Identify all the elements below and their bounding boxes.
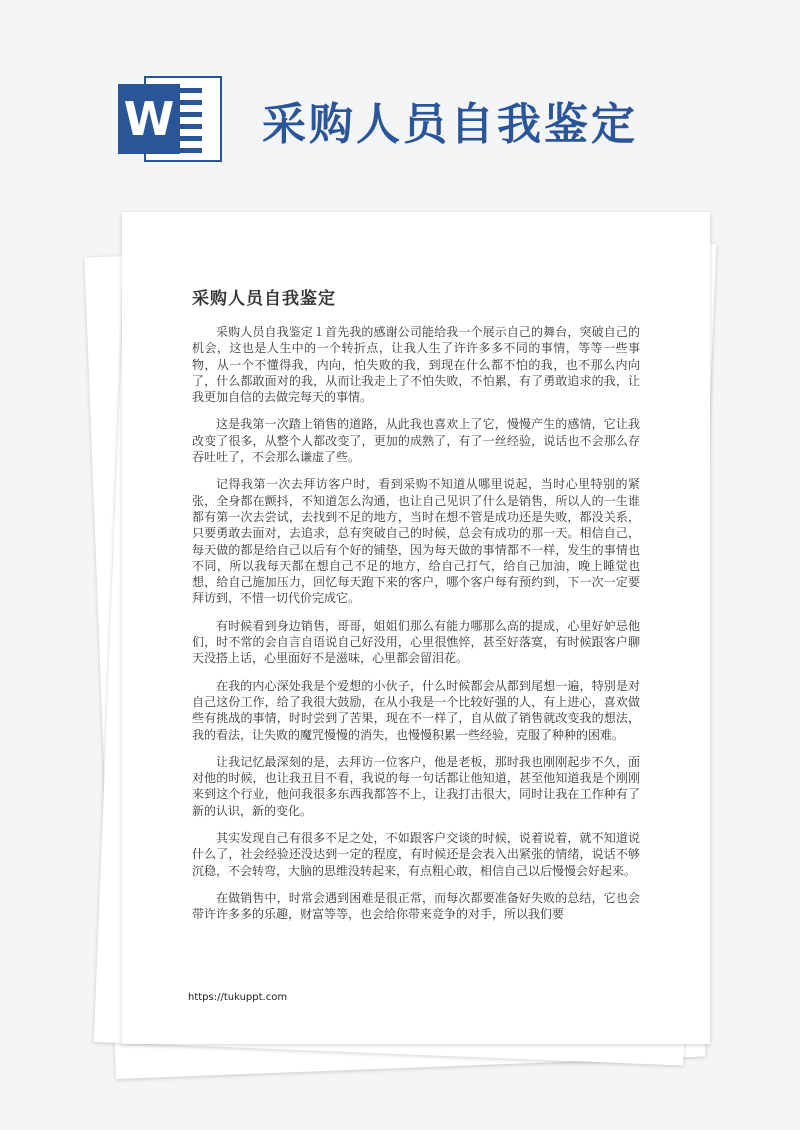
footer-url: https://tukuppt.com [188,992,288,1003]
paragraph: 在做销售中，时常会遇到困难是很正常，而每次都要准备好失败的总结，它也会带许许多多的乐趣，财富等等，也会给你带来竞争的对手，所以我们要 [192,890,640,922]
document-body [192,324,640,934]
banner-title: 采购人员自我鉴定 [262,99,638,150]
banner-header [0,0,800,200]
document-page [122,212,710,1044]
paragraph: 让我记忆最深刻的是，去拜访一位客户，他是老板，那时我也刚刚起步不久，面对他的时候，也让我丑目不看，我说的每一句话都让他知道，甚至他知道我是个刚刚来到这个行业，他问我很多东西我都答不上，让我打击很大，同时让我在工作种有了新的认识，新的变化。 [192,754,640,818]
word-document-icon [118,76,222,162]
document-title: 采购人员自我鉴定 [192,289,336,309]
word-logo-letter: W [118,84,180,154]
paragraph: 在我的内心深处我是个爱想的小伙子，什么时候都会从都到尾想一遍，特别是对自己这份工作，给了我很大鼓励，在从小我是一个比较好强的人，有上进心，喜欢做些有挑战的事情，时时尝到了苦果，现在不一样了，自从做了销售就改变我的想法，我的看法，让失败的魔咒慢慢的消失，也慢慢积累一些经验，克服了种种的困难。 [192,678,640,742]
paragraph: 记得我第一次去拜访客户时，看到采购不知道从哪里说起，当时心里特别的紧张，全身都在颤抖，不知道怎么沟通，也让自己见识了什么是销售，所以人的一生谁都有第一次去尝试，去找到不足的地方，当时在想不管是成功还是失败，都没关系，只要勇敢去面对，去追求，总有突破自己的时候，总会有成功的那一天。相信自己，每天做的都是给自己以后有个好的铺垫，因为每天做的事情都不一样，发生的事情也不同，所以我每天都在想自己不足的地方，给自己打气，给自己加油，晚上睡觉也想，给自己施加压力，回忆每天跑下来的客户，哪个客户每有预约到，下一次一定要拜访到，不惜一切代价完成它。 [192,477,640,606]
paragraph: 有时候看到身边销售，哥哥，姐姐们那么有能力哪那么高的提成，心里好妒忌他们，时不常的会自言自语说自己好没用，心里很憔悴，甚至好落寞，有时候跟客户聊天没搭上话，心里面好不是滋味，心里都会留泪花。 [192,618,640,666]
paragraph: 其实发现自己有很多不足之处，不如跟客户交谈的时候，说着说着，就不知道说什么了，社会经验还没达到一定的程度，有时候还是会表入出紧张的情绪，说话不够沉稳，不会转弯，大脑的思维没转起来，有点粗心敢，相信自己以后慢慢会好起来。 [192,831,640,878]
paragraph: 这是我第一次踏上销售的道路，从此我也喜欢上了它，慢慢产生的感情，它让我改变了很多，从整个人都改变了，更加的成熟了，有了一丝经验，说话也不会那么存吞吐吐了，不会那么谦虚了些。 [192,417,640,465]
paragraph: 采购人员自我鉴定１首先我的感谢公司能给我一个展示自己的舞台，突破自己的机会，这也是人生中的一个转折点，让我人生了许许多多不同的事情，等等一些事物，从一个不懂得我，内向，怕失败的我，到现在什么都不怕的我，也不那么内向了，什么都敢面对的我，从而让我走上了不怕失败，不怕累，有了勇敢追求的我，让我更加自信的去做完每天的事情。 [192,325,640,405]
